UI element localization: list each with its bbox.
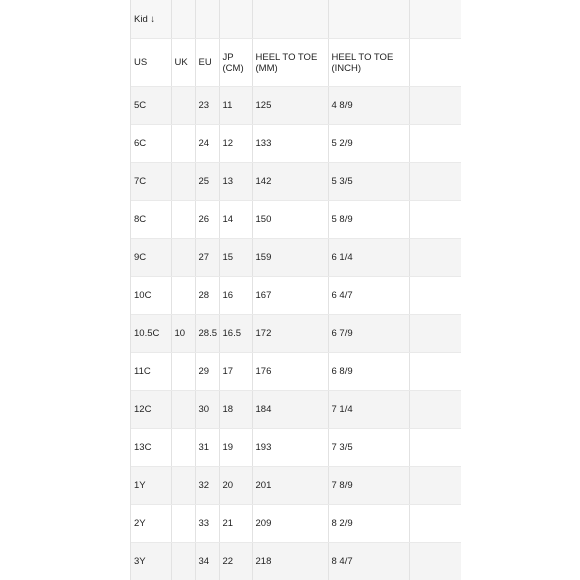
column-header-us: US (131, 39, 171, 87)
cell-mm: 167 (252, 277, 328, 315)
table-row (131, 239, 461, 277)
cell-us: 5C (131, 87, 171, 125)
cell-extra (409, 543, 461, 580)
cell-inch: 6 8/9 (328, 353, 409, 391)
cell-eu: 23 (195, 87, 219, 125)
table-row (131, 391, 461, 429)
cell-eu: 33 (195, 505, 219, 543)
cell-uk (171, 163, 195, 201)
cell-us: 12C (131, 391, 171, 429)
cell-jp: 16 (219, 277, 252, 315)
cell-uk (171, 201, 195, 239)
cell-us: 6C (131, 125, 171, 163)
cell-extra (409, 505, 461, 543)
cell-inch: 8 4/7 (328, 543, 409, 580)
cell-inch: 5 3/5 (328, 163, 409, 201)
table-row (131, 467, 461, 505)
cell-mm: 176 (252, 353, 328, 391)
header-row (131, 39, 461, 87)
table-row (131, 315, 461, 353)
cell-inch: 6 1/4 (328, 239, 409, 277)
cell-jp: 16.5 (219, 315, 252, 353)
cell-jp: 12 (219, 125, 252, 163)
cell-mm: 142 (252, 163, 328, 201)
table-row (131, 163, 461, 201)
cell-jp: 21 (219, 505, 252, 543)
cell-us: 1Y (131, 467, 171, 505)
cell-extra (409, 277, 461, 315)
cell-extra (409, 429, 461, 467)
cell-inch: 6 7/9 (328, 315, 409, 353)
cell-uk (171, 125, 195, 163)
cell-eu: 24 (195, 125, 219, 163)
size-chart (130, 0, 461, 580)
cell-extra (409, 87, 461, 125)
cell-eu: 30 (195, 391, 219, 429)
cell-jp: 15 (219, 239, 252, 277)
cell-inch: 4 8/9 (328, 87, 409, 125)
cell-us: 10C (131, 277, 171, 315)
column-header-empty (409, 39, 461, 87)
cell-mm: 133 (252, 125, 328, 163)
cell-us: 2Y (131, 505, 171, 543)
cell-extra (409, 201, 461, 239)
cell-uk (171, 543, 195, 580)
table-row (131, 87, 461, 125)
column-header-jp: JP (CM) (219, 39, 252, 87)
cell-extra (409, 163, 461, 201)
table-row (131, 429, 461, 467)
cell-jp: 20 (219, 467, 252, 505)
cell-inch: 5 8/9 (328, 201, 409, 239)
cell-eu: 25 (195, 163, 219, 201)
column-header-uk: UK (171, 39, 195, 87)
cell-mm: 150 (252, 201, 328, 239)
cell-extra (409, 315, 461, 353)
table-row (131, 125, 461, 163)
cell-eu: 32 (195, 467, 219, 505)
cell-us: 11C (131, 353, 171, 391)
table-row (131, 505, 461, 543)
cell-mm: 159 (252, 239, 328, 277)
cell-eu: 34 (195, 543, 219, 580)
cell-eu: 29 (195, 353, 219, 391)
cell-jp: 11 (219, 87, 252, 125)
cell-extra (409, 125, 461, 163)
cell-uk (171, 353, 195, 391)
column-header-eu: EU (195, 39, 219, 87)
cell-mm: 218 (252, 543, 328, 580)
table-row (131, 277, 461, 315)
cell-us: 8C (131, 201, 171, 239)
column-header-heel-to-toe-mm: HEEL TO TOE (MM) (252, 39, 328, 87)
cell-uk (171, 391, 195, 429)
table-row (131, 201, 461, 239)
cell-us: 10.5C (131, 315, 171, 353)
cell-inch: 7 3/5 (328, 429, 409, 467)
cell-jp: 19 (219, 429, 252, 467)
table-row (131, 353, 461, 391)
cell-us: 3Y (131, 543, 171, 580)
cell-inch: 6 4/7 (328, 277, 409, 315)
cell-uk (171, 467, 195, 505)
title-row (131, 0, 461, 39)
cell-jp: 14 (219, 201, 252, 239)
cell-eu: 28.5 (195, 315, 219, 353)
cell-inch: 7 1/4 (328, 391, 409, 429)
cell-uk (171, 239, 195, 277)
cell-eu: 27 (195, 239, 219, 277)
cell-mm: 193 (252, 429, 328, 467)
cell-uk (171, 505, 195, 543)
cell-uk (171, 429, 195, 467)
cell-us: 13C (131, 429, 171, 467)
table-row (131, 543, 461, 580)
cell-extra (409, 239, 461, 277)
cell-inch: 5 2/9 (328, 125, 409, 163)
cell-jp: 17 (219, 353, 252, 391)
cell-us: 9C (131, 239, 171, 277)
cell-inch: 8 2/9 (328, 505, 409, 543)
table-title: Kid ↓ (131, 0, 171, 39)
cell-eu: 31 (195, 429, 219, 467)
cell-uk: 10 (171, 315, 195, 353)
cell-mm: 172 (252, 315, 328, 353)
cell-mm: 125 (252, 87, 328, 125)
cell-inch: 7 8/9 (328, 467, 409, 505)
cell-us: 7C (131, 163, 171, 201)
cell-jp: 22 (219, 543, 252, 580)
cell-eu: 28 (195, 277, 219, 315)
cell-jp: 13 (219, 163, 252, 201)
cell-extra (409, 391, 461, 429)
size-table (131, 0, 461, 580)
column-header-heel-to-toe-inch: HEEL TO TOE (INCH) (328, 39, 409, 87)
cell-extra (409, 467, 461, 505)
cell-extra (409, 353, 461, 391)
cell-uk (171, 277, 195, 315)
cell-mm: 184 (252, 391, 328, 429)
cell-mm: 201 (252, 467, 328, 505)
cell-jp: 18 (219, 391, 252, 429)
cell-mm: 209 (252, 505, 328, 543)
cell-uk (171, 87, 195, 125)
cell-eu: 26 (195, 201, 219, 239)
